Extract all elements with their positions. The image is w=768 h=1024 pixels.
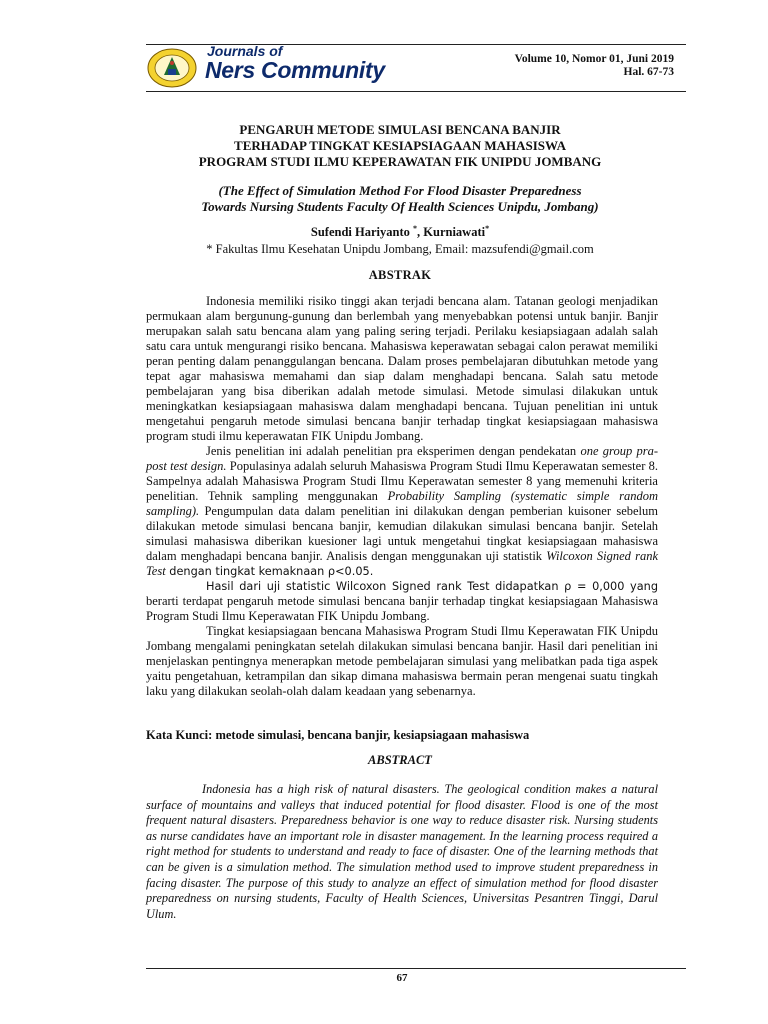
keywords: [146, 728, 529, 743]
page-number: 67: [396, 972, 408, 984]
author-separator: ,: [417, 225, 424, 240]
title-line-1: PENGARUH METODE SIMULASI BENCANA BANJIR: [239, 122, 561, 137]
subtitle-line-2: Towards Nursing Students Faculty Of Health Sciences Unipdu, Jombang): [201, 199, 599, 214]
title-line-2: TERHADAP TINGKAT KESIAPSIAGAAN MAHASISWA: [234, 138, 566, 153]
abstrak-paragraph-3: Hasil dari uji statistic Wilcoxon Signed rank Test didapatkan ρ = 0,000 yang berarti terdapat pengaruh metode simulasi bencana banjir terhadap tingkat kesiapsiagaan Mahasiswa Program Studi Ilmu Keperawatan FIK Unipdu Jombang.: [146, 580, 658, 623]
header-bottom-rule: [146, 91, 686, 92]
title-line-3: PROGRAM STUDI ILMU KEPERAWATAN FIK UNIPDU JOMBANG: [198, 154, 602, 169]
abstrak-paragraph-1: Indonesia memiliki risiko tinggi akan terjadi bencana alam. Tatanan geologi menjadikan permukaan alam bergunung-gunung dan berlembah yang menyebabkan potensi untuk banjir. Banjir merupakan salah satu bencana alam yang paling sering terjadi. Perilaku kesiapsiagaan adalah salah satu cara untuk mengurangi risiko bencana. Mahasiswa keperawatan sebagai calon perawat memiliki peran penting dalam penanggulangan bencana. Dalam proses pembelajaran dibutuhkan metode yang tepat agar mahasiswa memahami dan siap dalam menghadapi bencana. Salah satu metode pembelajaran yang bisa diberikan adalah metode simulasi. Metode simulasi dilakukan untuk meningkatkan kesiapsiagaan mahasiswa dalam menghadapi bencana. Tujuan penelitian ini untuk mengetahui pengaruh metode simulasi bencana banjir terhadap tingkat kesiapsiagaan mahasiswa program studi ilmu keperawatan FIK Unipdu Jombang.: [146, 294, 658, 443]
author-1-mark: *: [413, 224, 418, 233]
english-title: [100, 183, 700, 215]
keywords-value: : metode simulasi, bencana banjir, kesiapsiagaan mahasiswa: [208, 728, 530, 742]
authors: [100, 224, 700, 240]
keywords-label: Kata Kunci: [146, 728, 209, 742]
affiliation: * Fakultas Ilmu Kesehatan Unipdu Jombang, Email: mazsufendi@gmail.com: [206, 242, 594, 256]
author-2-mark: *: [485, 224, 490, 233]
journal-name: Ners Community: [205, 57, 385, 83]
journal-of-label: Journals of: [207, 43, 283, 59]
abstrak-body: [146, 294, 658, 699]
volume-line: Volume 10, Nomor 01, Juni 2019: [514, 53, 674, 65]
abstract-heading: ABSTRACT: [368, 753, 432, 767]
pages-line: Hal. 67-73: [623, 66, 674, 78]
subtitle-line-1: (The Effect of Simulation Method For Flood Disaster Preparedness: [218, 183, 582, 198]
university-logo: [146, 47, 198, 89]
abstrak-paragraph-2: Jenis penelitian ini adalah penelitian pra eksperimen dengan pendekatan one group pra-post test design. Populasinya adalah seluruh Mahasiswa Program Studi Ilmu Keperawatan semester 8. Sampelnya adalah Mahasiswa Program Studi Ilmu Keperawatan semester 8 yang memenuhi kriteria penelitian. Tehnik sampling menggunakan Probability Sampling (systematic simple random sampling). Pengumpulan data dalam penelitian ini dilakukan dengan pemberian kuisoner sebelum dilakukan metode simulasi bencana banjir, kemudian dilakukan simulasi bencana banjir. Setelah simulasi mahasiswa diberikan kuesioner lagi untuk mengetahui tingkat kesiapsiagaan mahasiswa dalam menghadapi bencana banjir. Analisis dengan menggunakan uji statistik Wilcoxon Signed rank Test dengan tingkat kemaknaan ρ<0.05.: [146, 444, 658, 578]
volume-info: [515, 53, 674, 79]
author-2: Kurniawati: [423, 225, 486, 240]
paper-title: [100, 122, 700, 170]
abstrak-paragraph-4: Tingkat kesiapsiagaan bencana Mahasiswa Program Studi Ilmu Keperawatan FIK Unipdu Jombang mengalami peningkatan setelah dilakukan simulasi bencana banjir. Hasil dari penelitian ini menjelaskan pentingnya menerapkan metode pembelajaran simulasi yang melibatkan pada tiga aspek yaitu pengetahuan, ketrampilan dan sikap dimana mahasiswa bermain peran mengenai suatu tingkah laku yang dilakukan seolah-olah dalam keadaan yang sebenarnya.: [146, 624, 658, 698]
abstrak-heading: ABSTRAK: [368, 268, 432, 282]
abstract-paragraph-1: Indonesia has a high risk of natural disasters. The geological condition makes a natural surface of mountains and valleys that induced potential for flood disaster. Flood is one of the most frequent natural disasters. Preparedness behavior is one way to reduce disaster risk. Nursing students as nurse candidates have an important role in disaster management. In the learning process required a right method for students to understand and ready to face of disaster. One of the learning methods that can be given is a simulation method. The simulation method used to improve student preparedness in facing disaster. The purpose of this study to analyze an effect of simulation method for flood disaster preparedness on nursing students, Faculty of Health Sciences, Universitas Pesantren Tinggi, Darul Ulum.: [146, 782, 658, 921]
abstract-body: [146, 782, 658, 922]
footer-rule: [146, 968, 686, 969]
author-1: Sufendi Hariyanto: [310, 225, 410, 240]
